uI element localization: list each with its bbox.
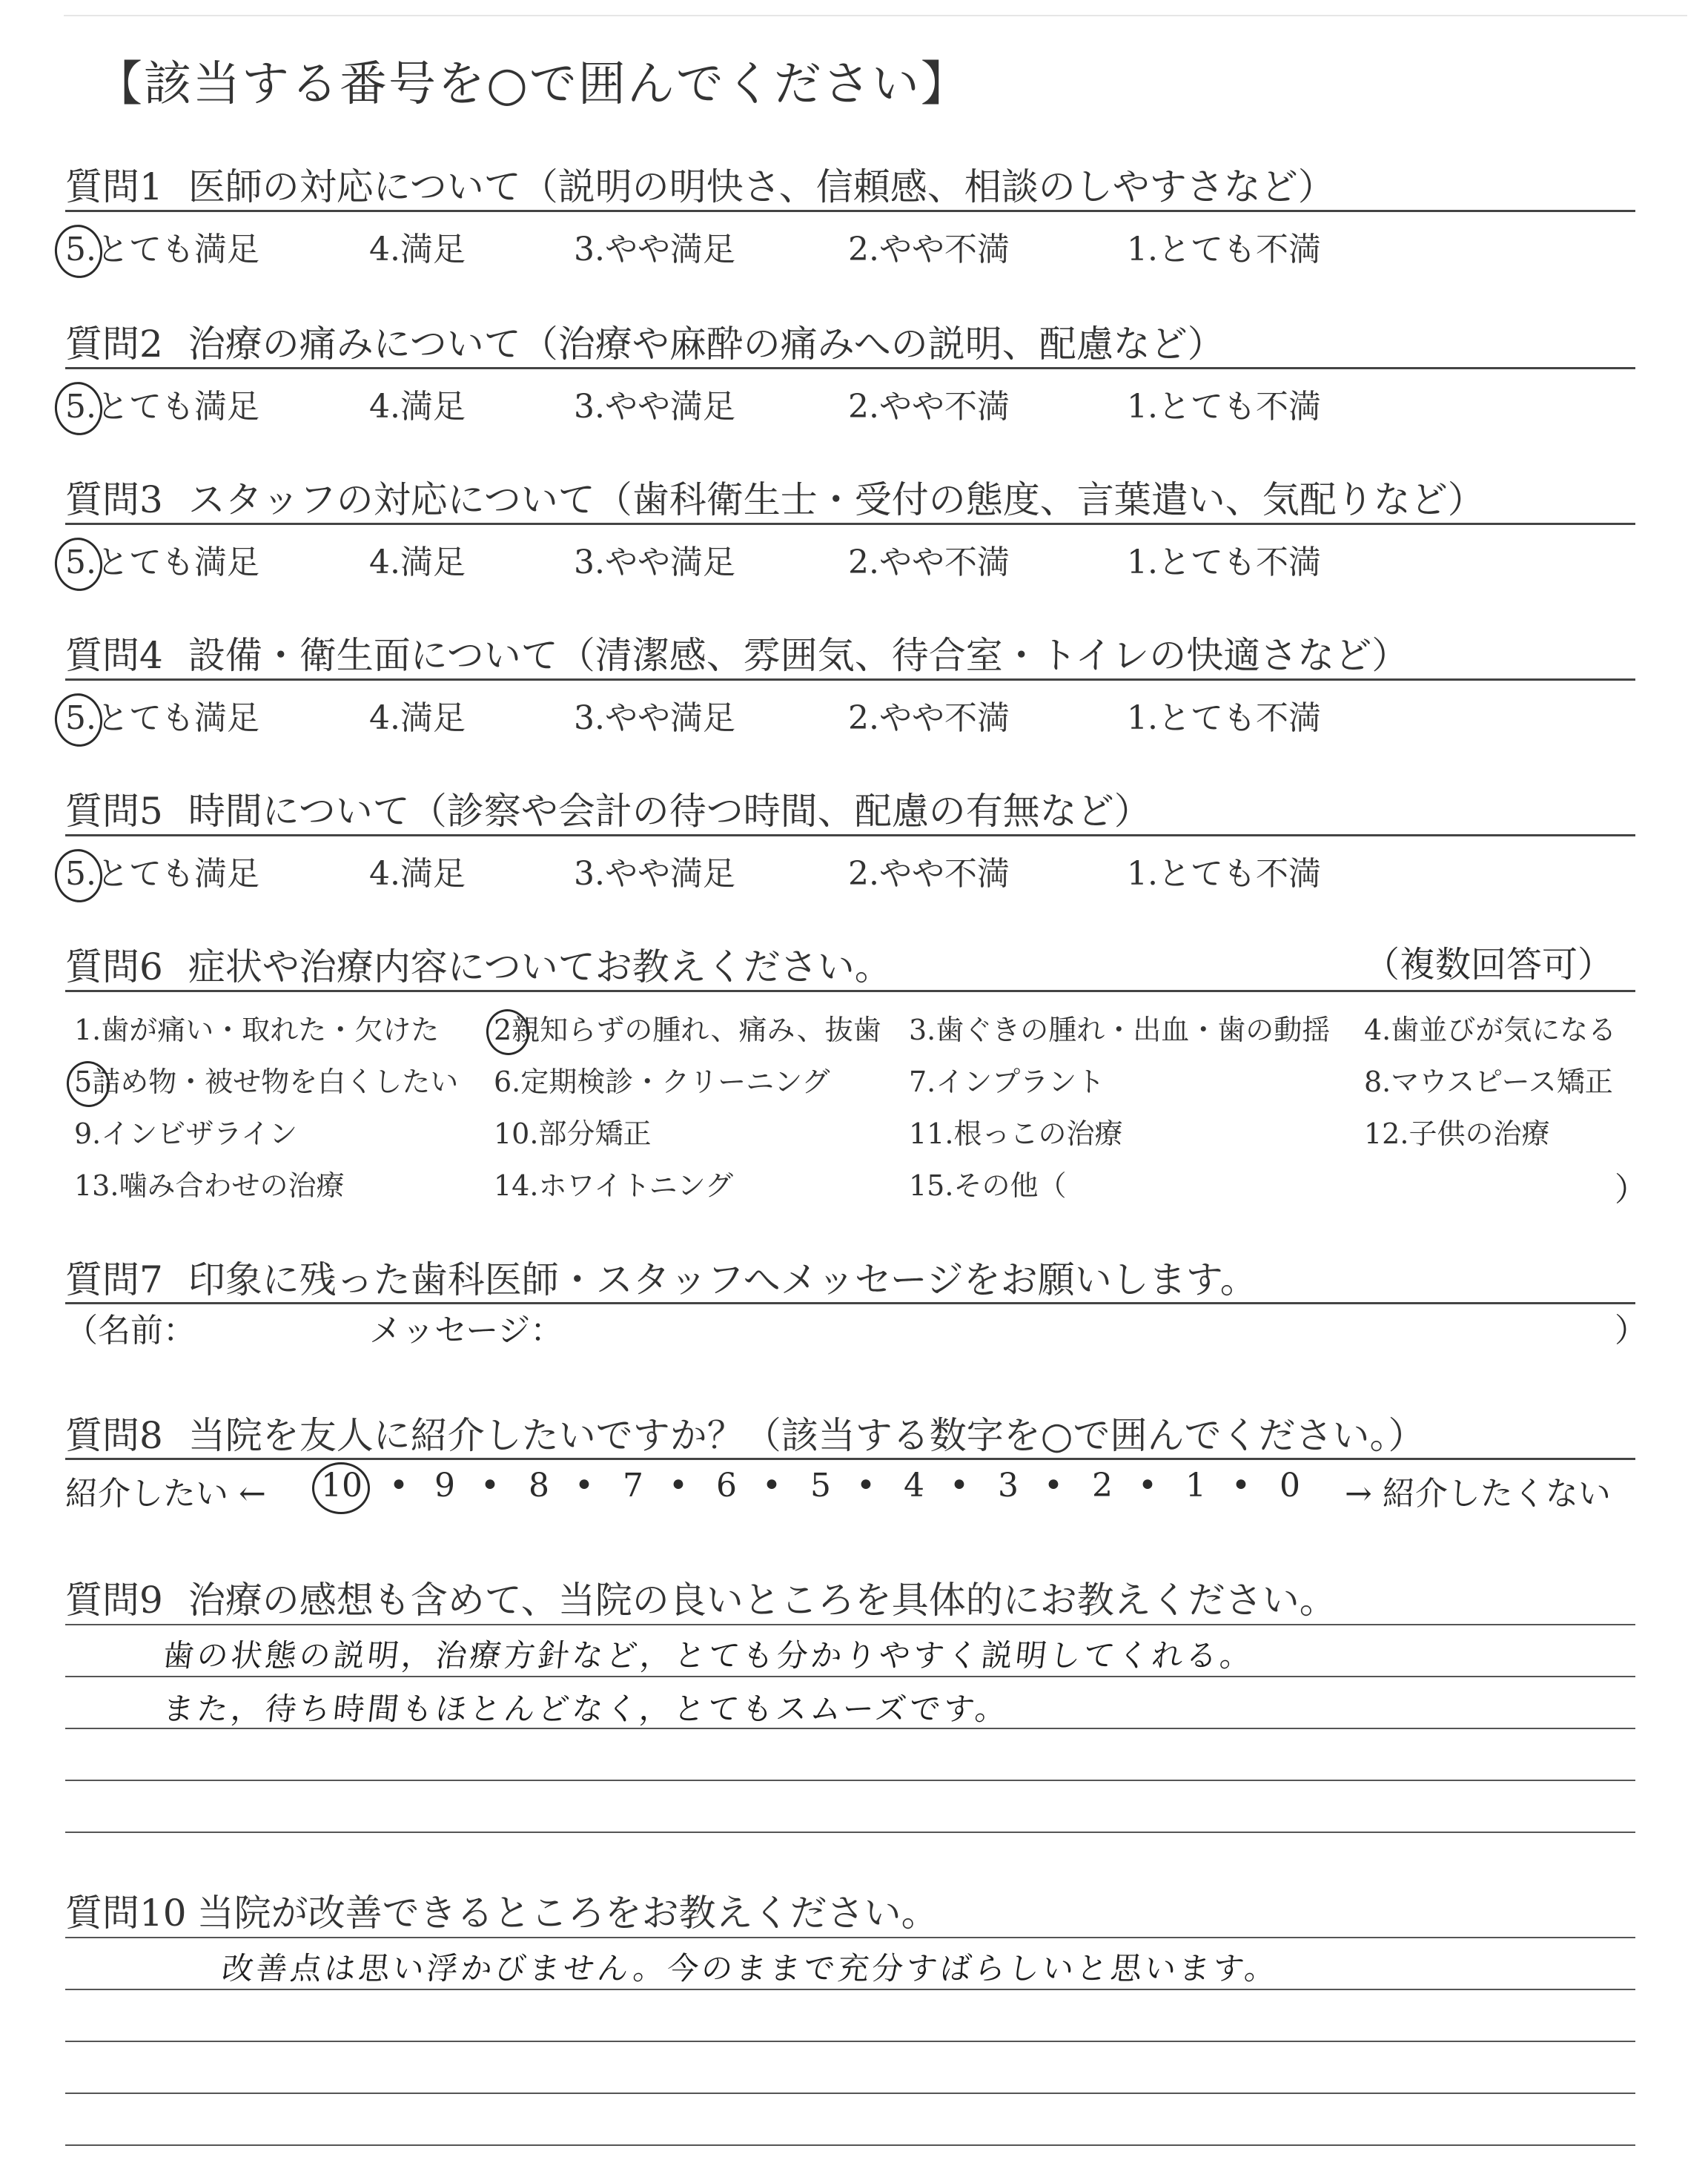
scale-separator: • (1138, 1467, 1157, 1505)
scale-separator: • (762, 1467, 781, 1505)
answer-9-line (65, 1624, 1635, 1625)
symptom-option-number: 4. (1364, 1014, 1391, 1046)
symptom-option-label: 歯が痛い・取れた・欠けた (101, 1014, 440, 1046)
symptom-option-number: 15. (909, 1169, 954, 1202)
answer-9-handwriting-line-2: また，待ち時間もほとんどなく，とてもスムーズです。 (161, 1691, 1011, 1727)
rating-option-label: とても不満 (1157, 231, 1321, 268)
question-3-options (65, 535, 1635, 580)
scale-separator: • (669, 1467, 688, 1505)
rating-option[interactable] (848, 847, 1010, 894)
question-10-text: 当院が改善できるところをお教えください。 (196, 1892, 939, 1935)
rating-option-label: とても不満 (1157, 699, 1321, 737)
rating-option[interactable] (65, 691, 259, 739)
rating-option[interactable] (369, 222, 466, 270)
rating-option-label: 満足 (400, 855, 466, 893)
symptom-option[interactable] (74, 1111, 297, 1152)
symptom-option[interactable] (909, 1007, 1330, 1048)
question-4-heading (65, 626, 1409, 679)
symptom-option-label: 根っこの治療 (953, 1117, 1123, 1150)
answer-10-line (65, 1937, 1635, 1938)
rating-option-label: とても不満 (1157, 855, 1321, 893)
symptom-option-number: 14. (494, 1169, 539, 1202)
question-1-options (65, 222, 1635, 267)
message-close-paren: ） (1615, 1312, 1647, 1350)
scale-value[interactable]: 10 (321, 1467, 363, 1505)
question-1-rule (65, 210, 1635, 212)
symptom-option-number: 10. (494, 1117, 539, 1150)
rating-option-number: 4. (369, 855, 400, 893)
question-9-text: 治療の感想も含めて、当院の良いところを具体的にお教えください。 (188, 1579, 1337, 1622)
rating-option-number: 4. (369, 699, 400, 737)
symptom-option[interactable] (74, 1059, 458, 1100)
symptom-option[interactable] (74, 1163, 344, 1203)
question-7-text: 印象に残った歯科医師・スタッフへメッセージをお願いします。 (188, 1258, 1257, 1301)
symptom-option-number: 12. (1364, 1117, 1409, 1150)
question-1-number: 質問1 (65, 165, 163, 208)
rating-option-label: やや不満 (878, 855, 1010, 893)
scale-value[interactable]: 9 (434, 1467, 455, 1505)
question-6-text: 症状や治療内容についてお教えください。 (188, 945, 892, 988)
question-2-number: 質問2 (65, 323, 163, 366)
rating-option-number: 3. (574, 699, 605, 737)
symptom-option-label: インプラント (936, 1066, 1105, 1098)
rating-option[interactable] (65, 380, 259, 427)
symptom-option-number: 13. (74, 1169, 119, 1202)
rating-option-label: 満足 (400, 388, 466, 426)
rating-option[interactable] (848, 691, 1010, 739)
symptom-option-label: 親知らずの腫れ、痛み、抜歯 (512, 1014, 881, 1046)
symptom-option-number: 3. (909, 1014, 936, 1046)
symptom-option-label: 詰め物・被せ物を白くしたい (92, 1066, 459, 1098)
scale-value[interactable]: 2 (1092, 1467, 1113, 1505)
rating-option[interactable] (1127, 535, 1321, 583)
symptom-option[interactable] (494, 1163, 733, 1203)
question-3-rule (65, 523, 1635, 525)
question-4-options (65, 691, 1635, 736)
rating-option[interactable] (574, 535, 735, 583)
answer-9-handwriting-line-1: 歯の状態の説明，治療方針など，とても分かりやすく説明してくれる。 (161, 1637, 1257, 1674)
symptom-option[interactable] (909, 1059, 1105, 1100)
answer-9-line (65, 1676, 1635, 1677)
rating-option-number: 2. (848, 699, 879, 737)
symptom-option[interactable] (909, 1111, 1122, 1152)
scale-separator: • (1231, 1467, 1251, 1505)
question-6-rule (65, 990, 1635, 992)
rating-option-label: やや満足 (604, 231, 735, 268)
rating-option-label: とても満足 (96, 544, 259, 581)
symptom-option[interactable] (494, 1007, 881, 1048)
rating-option-number: 2. (848, 231, 879, 268)
rating-option[interactable] (1127, 691, 1321, 739)
answer-10-handwriting-line-1: 改善点は思い浮かびません。今のままで充分すばらしいと思います。 (220, 1950, 1281, 1986)
rating-option-number: 4. (369, 388, 400, 426)
rating-option[interactable] (65, 222, 259, 270)
rating-option-label: 満足 (400, 699, 466, 737)
question-2-heading (65, 314, 1225, 368)
scale-value[interactable]: 0 (1280, 1467, 1300, 1505)
message-label: メッセージ： (369, 1312, 563, 1350)
top-divider (64, 15, 1687, 16)
scale-left-label: 紹介したい ← (65, 1475, 266, 1513)
rating-option-number: 1. (1127, 699, 1158, 737)
rating-option-number: 3. (574, 231, 605, 268)
rating-option[interactable] (65, 535, 259, 583)
question-4-number: 質問4 (65, 634, 163, 677)
question-7-heading (65, 1250, 1257, 1304)
rating-option-label: やや不満 (878, 231, 1010, 268)
question-1-heading (65, 157, 1335, 211)
symptom-option-number: 5 (74, 1066, 93, 1098)
question-5-text: 時間について（診察や会計の待つ時間、配慮の有無など） (188, 790, 1151, 833)
question-5-options (65, 847, 1635, 891)
question-5-rule (65, 834, 1635, 836)
symptom-option[interactable] (1364, 1007, 1616, 1048)
scale-value[interactable]: 6 (716, 1467, 737, 1505)
symptom-option[interactable] (494, 1059, 830, 1100)
rating-option-number: 5. (65, 231, 96, 268)
scale-value[interactable]: 7 (623, 1467, 643, 1505)
symptom-option-label: 部分矯正 (538, 1117, 652, 1150)
rating-option-label: とても不満 (1157, 388, 1321, 426)
rating-option-label: とても不満 (1157, 544, 1321, 581)
symptom-option-number: 11. (909, 1117, 954, 1150)
question-1-text: 医師の対応について（説明の明快さ、信頼感、相談のしやすさなど） (188, 165, 1335, 208)
rating-option[interactable] (369, 535, 466, 583)
question-10-number: 質問10 (65, 1892, 187, 1935)
rating-option[interactable] (1127, 847, 1321, 894)
question-3-heading (65, 470, 1485, 524)
rating-option-number: 1. (1127, 544, 1158, 581)
form-title: 【該当する番号を○で囲んでください】 (95, 57, 970, 112)
rating-option-label: とても満足 (96, 231, 259, 268)
symptom-option-number: 2 (494, 1014, 512, 1046)
scale-value[interactable]: 3 (998, 1467, 1019, 1505)
scale-value[interactable]: 1 (1185, 1467, 1206, 1505)
rating-option-number: 5. (65, 699, 96, 737)
symptom-option[interactable] (1364, 1111, 1549, 1152)
symptom-option[interactable] (494, 1111, 651, 1152)
symptom-option-label: 子供の治療 (1409, 1117, 1550, 1150)
question-5-heading (65, 782, 1151, 835)
question-6-number: 質問6 (65, 945, 163, 988)
rating-option[interactable] (65, 847, 259, 894)
rating-option-label: とても満足 (96, 699, 259, 737)
recommend-scale (65, 1467, 1635, 1511)
symptom-option-label: 定期検診・クリーニング (520, 1066, 830, 1098)
symptom-option-label: 噛み合わせの治療 (119, 1169, 345, 1202)
rating-option[interactable] (369, 691, 466, 739)
scale-separator: • (575, 1467, 594, 1505)
answer-9-line (65, 1832, 1635, 1833)
scale-value[interactable]: 5 (810, 1467, 831, 1505)
rating-option-number: 3. (574, 855, 605, 893)
answer-10-line (65, 2093, 1635, 2094)
symptom-option-number: 1. (74, 1014, 102, 1046)
question-5-number: 質問5 (65, 790, 163, 833)
rating-option-number: 2. (848, 388, 879, 426)
rating-option[interactable] (848, 222, 1010, 270)
rating-option-number: 5. (65, 855, 96, 893)
answer-10-line (65, 2144, 1635, 2146)
rating-option-number: 3. (574, 544, 605, 581)
question-7-number: 質問7 (65, 1258, 163, 1301)
question-3-number: 質問3 (65, 478, 163, 521)
symptom-option-number: 7. (909, 1066, 936, 1098)
question-4-rule (65, 678, 1635, 681)
rating-option-label: とても満足 (96, 855, 259, 893)
question-4-text: 設備・衛生面について（清潔感、雰囲気、待合室・トイレの快適さなど） (188, 634, 1409, 677)
rating-option[interactable] (1127, 380, 1321, 427)
symptom-option[interactable] (909, 1163, 1066, 1203)
question-6-heading (65, 937, 892, 991)
answer-9-line (65, 1780, 1635, 1781)
question-8-rule (65, 1458, 1635, 1460)
scale-separator: • (950, 1467, 969, 1505)
symptom-option-number: 9. (74, 1117, 102, 1150)
answer-10-line (65, 1989, 1635, 1990)
rating-option[interactable] (574, 380, 735, 427)
rating-option-number: 4. (369, 231, 400, 268)
symptom-option[interactable] (1364, 1059, 1613, 1100)
rating-option-number: 1. (1127, 231, 1158, 268)
question-7-rule (65, 1302, 1635, 1304)
rating-option-number: 1. (1127, 388, 1158, 426)
question-8-heading (65, 1406, 1425, 1459)
name-label: （名前： (65, 1312, 196, 1350)
rating-option-label: 満足 (400, 544, 466, 581)
rating-option[interactable] (369, 847, 466, 894)
rating-option-label: 満足 (400, 231, 466, 268)
rating-option-label: やや満足 (604, 544, 735, 581)
symptom-option-number: 6. (494, 1066, 521, 1098)
scale-separator: • (856, 1467, 875, 1505)
question-10-heading (65, 1883, 939, 1937)
rating-option-number: 3. (574, 388, 605, 426)
symptom-option-number: 8. (1364, 1066, 1391, 1098)
rating-option[interactable] (574, 691, 735, 739)
scale-separator: • (1044, 1467, 1063, 1505)
question-2-text: 治療の痛みについて（治療や麻酔の痛みへの説明、配慮など） (188, 323, 1225, 366)
rating-option-label: やや満足 (604, 699, 735, 737)
symptom-option-label: ホワイトニング (538, 1169, 734, 1202)
question-8-number: 質問8 (65, 1414, 163, 1457)
rating-option-number: 5. (65, 544, 96, 581)
scale-separator: • (480, 1467, 500, 1505)
rating-option-number: 1. (1127, 855, 1158, 893)
question-2-rule (65, 367, 1635, 369)
rating-option-number: 2. (848, 544, 879, 581)
rating-option-number: 4. (369, 544, 400, 581)
answer-10-line (65, 2041, 1635, 2042)
rating-option-number: 2. (848, 855, 879, 893)
rating-option-label: やや満足 (604, 388, 735, 426)
other-close-paren: ） (1615, 1171, 1647, 1209)
question-2-options (65, 380, 1635, 424)
symptom-option-label: マウスピース矯正 (1391, 1066, 1613, 1098)
rating-option[interactable] (848, 535, 1010, 583)
scale-separator: • (389, 1467, 408, 1505)
symptom-option-label: その他（ (953, 1169, 1067, 1202)
scale-value[interactable]: 8 (529, 1467, 549, 1505)
symptom-option-label: 歯ぐきの腫れ・出血・歯の動揺 (936, 1014, 1331, 1046)
question-6-note: （複数回答可） (1364, 944, 1614, 985)
rating-option-label: とても満足 (96, 388, 259, 426)
question-8-text: 当院を友人に紹介したいですか？（該当する数字を○で囲んでください。） (188, 1414, 1426, 1457)
question-9-heading (65, 1571, 1337, 1624)
rating-option[interactable] (574, 847, 735, 894)
question-9-number: 質問9 (65, 1579, 163, 1622)
rating-option-number: 5. (65, 388, 96, 426)
rating-option[interactable] (848, 380, 1010, 427)
rating-option[interactable] (574, 222, 735, 270)
rating-option-label: やや不満 (878, 699, 1010, 737)
scale-value[interactable]: 4 (904, 1467, 924, 1505)
question-3-text: スタッフの対応について（歯科衛生士・受付の態度、言葉遣い、気配りなど） (188, 478, 1485, 521)
rating-option-label: やや不満 (878, 388, 1010, 426)
scale-right-label: → 紹介したくない (1345, 1475, 1611, 1513)
symptom-option[interactable] (74, 1007, 439, 1048)
rating-option-label: やや不満 (878, 544, 1010, 581)
rating-option[interactable] (1127, 222, 1321, 270)
rating-option-label: やや満足 (604, 855, 735, 893)
symptom-option-label: インビザライン (101, 1117, 298, 1150)
rating-option[interactable] (369, 380, 466, 427)
symptom-option-label: 歯並びが気になる (1391, 1014, 1617, 1046)
